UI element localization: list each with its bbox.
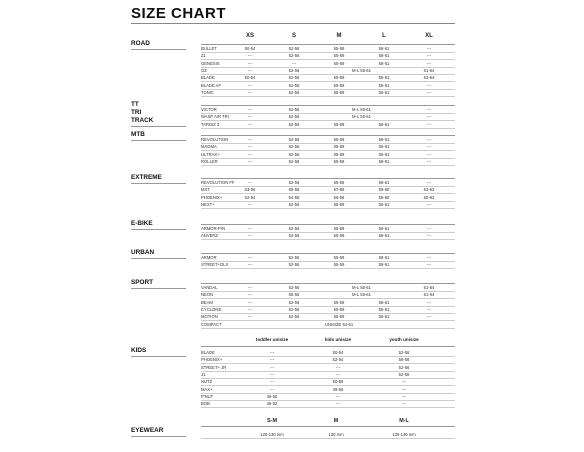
- section-rule: [131, 436, 186, 437]
- eyewear-column-header: M: [333, 418, 339, 424]
- size-cell: 54-56: [288, 194, 300, 200]
- size-cell: ---: [247, 144, 253, 150]
- size-cell: ---: [426, 306, 432, 312]
- size-cell: 52-56: [288, 180, 300, 185]
- size-cell: 52-56: [288, 67, 300, 73]
- size-cell: 58-61: [378, 89, 390, 95]
- size-cell: ---: [247, 114, 253, 120]
- size-cell: ---: [426, 121, 432, 127]
- section-rule: [131, 126, 186, 127]
- size-cell: 55-59: [333, 121, 345, 127]
- model-name: STREET+ JR: [201, 364, 227, 370]
- section-label: [131, 131, 145, 139]
- model-name: TONIC: [201, 89, 214, 95]
- size-cell: ---: [426, 299, 432, 305]
- size-cell: 58-61: [378, 255, 390, 260]
- size-cell: ---: [426, 255, 432, 260]
- size-cell: 60-62: [423, 194, 435, 200]
- size-cell: 55-59: [333, 53, 345, 59]
- size-cell: 61-64: [423, 285, 435, 290]
- size-cell: ---: [247, 151, 253, 157]
- size-cell: 58-61: [378, 233, 390, 239]
- size-cell: 55-59: [333, 137, 345, 142]
- size-cell: 52-56: [288, 82, 300, 88]
- model-name: PHOENIX+: [201, 194, 223, 200]
- section-rule: [131, 49, 186, 50]
- size-cell: 52-56: [398, 371, 410, 377]
- size-cell: 61-62: [423, 187, 435, 193]
- size-cell: ---: [269, 379, 275, 385]
- size-cell: 58-61: [378, 158, 390, 164]
- size-cell: ---: [426, 180, 432, 185]
- model-name: MAGMA: [201, 144, 217, 150]
- size-cell: 55-59: [333, 314, 345, 320]
- size-cell: 50-54: [244, 75, 256, 81]
- column-header-xs: XS: [245, 33, 255, 39]
- size-cell: 57-58: [333, 187, 345, 193]
- size-cell: 52-56: [288, 107, 300, 112]
- model-name: MAX+: [201, 386, 213, 392]
- size-cell: 55-59: [333, 60, 345, 66]
- size-cell: 50-56: [332, 379, 344, 385]
- model-name: BLADE AF: [201, 82, 222, 88]
- section-rule: [131, 258, 186, 259]
- table-row: [201, 158, 455, 166]
- size-cell: 52-56: [288, 226, 300, 231]
- size-cell: ---: [247, 299, 253, 305]
- size-cell: ---: [426, 262, 432, 268]
- model-name: J1: [201, 371, 206, 377]
- size-cell: 55-59: [333, 75, 345, 81]
- size-cell: ---: [426, 314, 432, 320]
- size-cell: 52-56: [288, 53, 300, 59]
- size-cell: ---: [426, 107, 432, 112]
- size-cell: 58-61: [378, 53, 390, 59]
- size-cell: 58-61: [378, 75, 390, 81]
- size-cell: ---: [426, 137, 432, 142]
- size-cell: ---: [247, 233, 253, 239]
- size-cell: 55-58: [288, 187, 300, 193]
- merged-size-cell: M-L 55-61: [352, 114, 371, 120]
- size-cell: 52-56: [288, 233, 300, 239]
- size-cell: 58-61: [378, 46, 390, 51]
- model-name: NEXT+: [201, 201, 215, 207]
- size-cell: 58-61: [378, 144, 390, 150]
- section-label: [131, 249, 154, 257]
- model-name: REVOLUTION: [201, 137, 229, 142]
- size-cell: 55-59: [333, 144, 345, 150]
- size-cell: ---: [426, 201, 432, 207]
- size-cell: ---: [247, 158, 253, 164]
- model-name: PHOENIX+: [201, 357, 223, 363]
- title-rule: [131, 23, 455, 24]
- size-cell: ---: [426, 114, 432, 120]
- merged-size-cell: M-L 55-61: [352, 285, 371, 290]
- size-cell: ---: [426, 226, 432, 231]
- size-cell: ---: [269, 364, 275, 370]
- model-name: STREET+OLX: [201, 262, 229, 268]
- size-cell: ---: [269, 350, 275, 355]
- size-cell: 56-58: [398, 357, 410, 363]
- size-cell: 52-54: [332, 357, 344, 363]
- size-cell: ---: [247, 82, 253, 88]
- table-row: [201, 261, 455, 269]
- size-cell: ---: [426, 144, 432, 150]
- table-row: [201, 232, 455, 240]
- model-name: BLADE: [201, 350, 215, 355]
- table-row: [201, 431, 455, 439]
- size-cell: ---: [247, 121, 253, 127]
- model-name: P'NUT: [201, 393, 214, 399]
- size-cell: 55-59: [333, 82, 345, 88]
- size-cell: 55-59: [333, 262, 345, 268]
- column-header-s: S: [291, 33, 297, 39]
- size-cell: 52-56: [288, 151, 300, 157]
- column-header-m: M: [336, 33, 342, 39]
- size-cell: 55-59: [333, 255, 345, 260]
- column-header-xl: XL: [425, 33, 433, 39]
- size-cell: 55-59: [333, 158, 345, 164]
- model-name: NEON: [201, 292, 214, 298]
- model-name: MOTION: [201, 314, 218, 320]
- model-name: OZ: [201, 67, 207, 73]
- model-name: MXT: [201, 187, 210, 193]
- size-cell: 56-58: [333, 194, 345, 200]
- section-rule: [131, 229, 186, 230]
- size-cell: 58-61: [378, 151, 390, 157]
- size-cell: ---: [247, 314, 253, 320]
- model-name: VICTOR: [201, 107, 217, 112]
- model-name: ANVERZ: [201, 233, 218, 239]
- size-cell: ---: [247, 255, 253, 260]
- model-name: ARMOR-PIN: [201, 226, 225, 231]
- size-cell: ---: [247, 306, 253, 312]
- size-cell: ---: [247, 67, 253, 73]
- size-cell: 55-59: [333, 89, 345, 95]
- section-rule: [131, 356, 186, 357]
- size-cell: ---: [269, 357, 275, 363]
- size-cell: 55-59: [333, 233, 345, 239]
- size-cell: 61-64: [423, 75, 435, 81]
- size-cell: 55-59: [333, 180, 345, 185]
- size-cell: 58-61: [378, 82, 390, 88]
- section-label: EYEWEAR: [131, 427, 164, 434]
- eyewear-size-cell: 130 mm: [328, 432, 344, 437]
- size-cell: 58-61: [378, 180, 390, 185]
- size-cell: 58-61: [378, 299, 390, 305]
- size-cell: ---: [426, 60, 432, 66]
- size-cell: 58-61: [378, 60, 390, 66]
- model-name: ULTRAX+: [201, 151, 220, 157]
- section-rule: [131, 183, 186, 184]
- kids-column-header: kids unisize: [324, 337, 352, 342]
- size-cell: 61-64: [423, 67, 435, 73]
- merged-size-cell: M-L 55-61: [352, 67, 371, 73]
- model-name: ROLLER: [201, 158, 218, 164]
- size-cell: ---: [426, 53, 432, 59]
- section-top-rule: [201, 346, 455, 347]
- size-cell: ---: [426, 151, 432, 157]
- section-label-line: SPORT: [131, 279, 154, 286]
- size-cell: ---: [269, 371, 275, 377]
- model-name: COMPACT: [201, 321, 222, 327]
- section-label-line: URBAN: [131, 249, 155, 256]
- section-label: [131, 279, 153, 287]
- size-cell: ---: [426, 233, 432, 239]
- model-name: TARDIZ 2: [201, 121, 220, 127]
- size-cell: ---: [269, 386, 275, 392]
- table-row: [201, 321, 455, 329]
- model-name: NUTZ: [201, 379, 213, 385]
- size-cell: 52-56: [288, 262, 300, 268]
- size-cell: 50-54: [332, 350, 344, 355]
- eyewear-column-header: S-M: [267, 418, 277, 424]
- size-cell: 52-56: [288, 89, 300, 95]
- size-cell: 52-56: [288, 158, 300, 164]
- model-name: BLADE: [201, 75, 215, 81]
- merged-size-cell: M-L 55-61: [352, 107, 371, 112]
- size-cell: 55-59: [333, 299, 345, 305]
- size-cell: 52-56: [398, 364, 410, 370]
- size-cell: 55-59: [333, 46, 345, 51]
- size-cell: 58-61: [378, 137, 390, 142]
- model-name: REVOLUTION FF: [201, 180, 235, 185]
- size-cell: 58-61: [378, 262, 390, 268]
- section-label-line: ROAD: [131, 40, 150, 47]
- size-cell: ---: [335, 371, 341, 377]
- size-cell: ---: [335, 401, 341, 407]
- section-label-line: EXTREME: [131, 174, 162, 181]
- size-cell: 49-56: [332, 386, 344, 392]
- section-top-rule: [201, 426, 455, 427]
- size-cell: ---: [426, 82, 432, 88]
- section-label: KIDS: [131, 347, 147, 354]
- size-cell: 52-56: [288, 314, 300, 320]
- size-cell: 52-56: [288, 75, 300, 81]
- size-cell: 59-60: [378, 187, 390, 193]
- size-cell: ---: [426, 89, 432, 95]
- model-name: WASP AIR TRI: [201, 114, 229, 120]
- size-cell: 58-60: [378, 194, 390, 200]
- size-cell: 52-56: [288, 46, 300, 51]
- section-label-line: E-BIKE: [131, 220, 153, 227]
- table-row: [201, 201, 455, 209]
- size-cell: 55-56: [288, 292, 300, 298]
- size-cell: ---: [401, 401, 407, 407]
- size-cell: 52-56: [288, 121, 300, 127]
- size-cell: 52-56: [288, 285, 300, 290]
- size-cell: 52-56: [288, 201, 300, 207]
- size-cell: 52-54: [244, 194, 256, 200]
- size-cell: ---: [291, 60, 297, 66]
- size-cell: 52-56: [398, 350, 410, 355]
- section-label-line: TT: [131, 101, 139, 108]
- size-cell: ---: [247, 53, 253, 59]
- model-name: CYCLONE: [201, 306, 222, 312]
- size-cell: 58-61: [378, 314, 390, 320]
- merged-size-cell: UNISIZE 54-61: [324, 321, 354, 327]
- size-cell: 58-61: [378, 306, 390, 312]
- size-cell: 52-56: [288, 114, 300, 120]
- size-cell: 52-56: [288, 144, 300, 150]
- size-cell: 58-61: [378, 201, 390, 207]
- section-label: [131, 101, 153, 125]
- eyewear-column-header: M-L: [399, 418, 409, 424]
- size-cell: ---: [247, 89, 253, 95]
- kids-column-header: toddler unisize: [255, 337, 289, 342]
- size-cell: 58-61: [378, 121, 390, 127]
- section-label-line: TRI: [131, 109, 142, 116]
- size-cell: 52-56: [288, 137, 300, 142]
- size-cell: 50-54: [244, 46, 256, 51]
- size-cell: 52-56: [288, 299, 300, 305]
- model-name: BOB: [201, 401, 210, 407]
- size-cell: ---: [247, 107, 253, 112]
- eyewear-size-cell: 130-140 mm: [392, 432, 416, 437]
- size-cell: ---: [335, 364, 341, 370]
- table-row: [201, 400, 455, 408]
- section-label: [131, 174, 162, 182]
- model-name: GENESIS: [201, 60, 220, 66]
- section-label: [131, 220, 153, 228]
- section-label: [131, 40, 150, 48]
- size-cell: 61-64: [423, 292, 435, 298]
- section-label-line: TRACK: [131, 117, 154, 124]
- size-cell: ---: [247, 292, 253, 298]
- size-cell: 52-56: [288, 255, 300, 260]
- size-cell: ---: [247, 137, 253, 142]
- section-label-line: MTB: [131, 131, 145, 138]
- size-cell: 55-59: [333, 201, 345, 207]
- size-cell: ---: [247, 201, 253, 207]
- size-cell: ---: [426, 46, 432, 51]
- eyewear-size-cell: 120-130 mm: [260, 432, 284, 437]
- size-cell: 55-59: [333, 306, 345, 312]
- model-name: BULLET: [201, 46, 217, 51]
- size-cell: ---: [426, 158, 432, 164]
- table-row: [201, 89, 455, 97]
- size-cell: 53-56: [244, 187, 256, 193]
- size-cell: ---: [401, 393, 407, 399]
- size-cell: ---: [401, 386, 407, 392]
- column-header-l: L: [382, 33, 386, 39]
- model-name: BEAM: [201, 299, 213, 305]
- size-cell: 46-52: [266, 401, 278, 407]
- size-cell: 55-59: [333, 151, 345, 157]
- size-cell: ---: [247, 226, 253, 231]
- model-name: ARMOR: [201, 255, 217, 260]
- section-rule: [131, 288, 186, 289]
- size-cell: 55-59: [333, 226, 345, 231]
- size-cell: ---: [401, 379, 407, 385]
- size-cell: 58-61: [378, 226, 390, 231]
- page-title: SIZE CHART: [131, 5, 226, 22]
- kids-column-header: youth unisize: [389, 337, 419, 342]
- size-cell: ---: [247, 180, 253, 185]
- size-cell: ---: [247, 60, 253, 66]
- size-cell: ---: [335, 393, 341, 399]
- merged-size-cell: M-L 55-61: [352, 292, 371, 298]
- table-row: [201, 121, 455, 129]
- size-cell: ---: [247, 262, 253, 268]
- size-cell: 46-50: [266, 393, 278, 399]
- model-name: Z1: [201, 53, 206, 59]
- size-cell: 52-56: [288, 306, 300, 312]
- size-cell: ---: [247, 285, 253, 290]
- section-rule: [131, 140, 186, 141]
- model-name: VANDAL: [201, 285, 218, 290]
